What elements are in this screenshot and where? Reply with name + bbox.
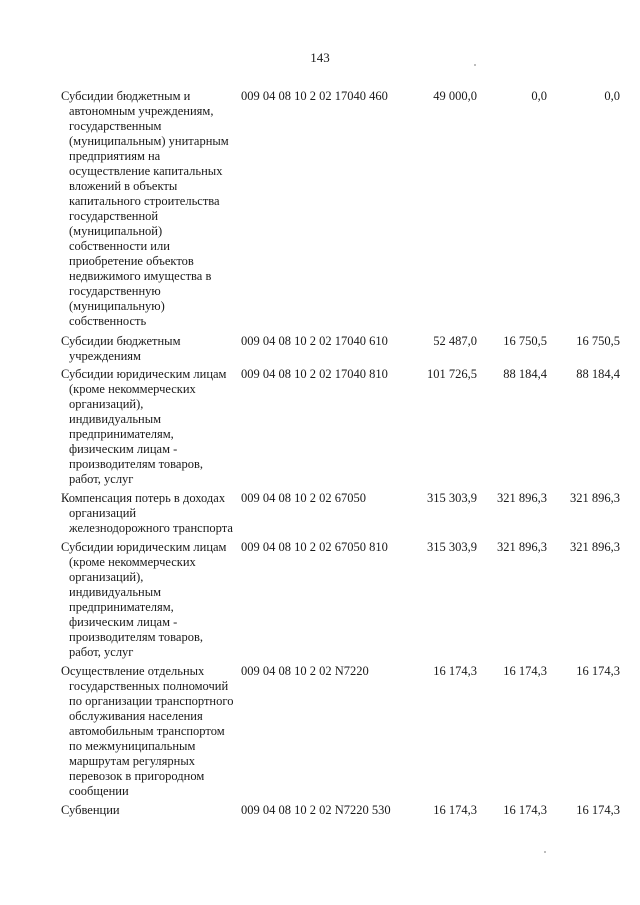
- row-code: 009 04 08 10 2 02 N7220 530: [241, 803, 391, 817]
- row-name-line: собственность: [69, 314, 147, 328]
- row-name-line: Субсидии бюджетным: [61, 334, 181, 348]
- row-amount-v2: 16 174,3: [503, 803, 547, 817]
- row-name-line: индивидуальным: [69, 412, 162, 426]
- row-amount-v3: 16 174,3: [576, 664, 620, 678]
- row-amount-v1: 101 726,5: [427, 367, 477, 381]
- row-name-line: организаций: [69, 506, 137, 520]
- row-code: 009 04 08 10 2 02 67050 810: [241, 540, 388, 554]
- row-name-line: (муниципальным) унитарным: [69, 134, 229, 148]
- row-code: 009 04 08 10 2 02 17040 810: [241, 367, 388, 381]
- row-name-line: Субсидии бюджетным и: [61, 89, 191, 103]
- row-amount-v3: 16 174,3: [576, 803, 620, 817]
- row-name-line: (муниципальной): [69, 224, 163, 238]
- row-name-line: автомобильным транспортом: [69, 724, 225, 738]
- row-amount-v3: 0,0: [604, 89, 620, 103]
- row-amount-v1: 315 303,9: [427, 491, 477, 505]
- row-amount-v1: 16 174,3: [433, 803, 477, 817]
- row-name-line: вложений в объекты: [69, 179, 178, 193]
- row-amount-v2: 16 750,5: [503, 334, 547, 348]
- row-amount-v2: 16 174,3: [503, 664, 547, 678]
- row-name-line: недвижимого имущества в: [69, 269, 212, 283]
- row-name-line: государственным: [69, 119, 162, 133]
- row-amount-v3: 88 184,4: [576, 367, 620, 381]
- row-name-line: автономным учреждениям,: [69, 104, 214, 118]
- row-name-line: обслуживания населения: [69, 709, 203, 723]
- row-name: [61, 803, 239, 818]
- row-name-line: (муниципальную): [69, 299, 165, 313]
- row-name-line: государственной: [69, 209, 159, 223]
- row-name-line: Компенсация потерь в доходах: [61, 491, 226, 505]
- row-name-line: сообщении: [69, 784, 129, 798]
- row-amount-v2: 321 896,3: [497, 491, 547, 505]
- row-name-line: государственную: [69, 284, 161, 298]
- row-amount-v2: 0,0: [531, 89, 547, 103]
- row-name-line: Субвенции: [61, 803, 120, 817]
- row-amount-v1: 52 487,0: [433, 334, 477, 348]
- row-amount-v1: 315 303,9: [427, 540, 477, 554]
- row-name-line: Субсидии юридическим лицам: [61, 540, 227, 554]
- row-name-line: индивидуальным: [69, 585, 162, 599]
- row-amount-v1: 16 174,3: [433, 664, 477, 678]
- row-name-line: Осуществление отдельных: [61, 664, 205, 678]
- row-name-line: (кроме некоммерческих: [69, 382, 196, 396]
- row-name: [61, 367, 239, 487]
- row-name-line: предпринимателям,: [69, 600, 174, 614]
- row-code: 009 04 08 10 2 02 17040 460: [241, 89, 388, 103]
- row-name-line: перевозок в пригородном: [69, 769, 205, 783]
- row-name-line: приобретение объектов: [69, 254, 194, 268]
- row-name-line: организаций),: [69, 570, 144, 584]
- row-name-line: осуществление капитальных: [69, 164, 223, 178]
- row-name-line: по межмуниципальным: [69, 739, 196, 753]
- row-name-line: предпринимателям,: [69, 427, 174, 441]
- row-code: 009 04 08 10 2 02 67050: [241, 491, 366, 505]
- row-name: [61, 334, 239, 364]
- row-name: [61, 540, 239, 660]
- row-name-line: капитального строительства: [69, 194, 220, 208]
- row-name-line: государственных полномочий: [69, 679, 229, 693]
- scan-speck: [544, 851, 546, 853]
- row-amount-v3: 321 896,3: [570, 540, 620, 554]
- row-name-line: работ, услуг: [69, 645, 134, 659]
- row-name-line: производителям товаров,: [69, 457, 203, 471]
- row-name: [61, 491, 239, 536]
- row-name-line: учреждениям: [69, 349, 141, 363]
- row-name: [61, 89, 239, 329]
- row-code: 009 04 08 10 2 02 N7220: [241, 664, 369, 678]
- row-amount-v1: 49 000,0: [433, 89, 477, 103]
- row-name-line: железнодорожного транспорта: [69, 521, 233, 535]
- row-name: [61, 664, 239, 799]
- row-amount-v3: 16 750,5: [576, 334, 620, 348]
- row-name-line: (кроме некоммерческих: [69, 555, 196, 569]
- row-name-line: физическим лицам -: [69, 615, 178, 629]
- row-name-line: предприятиям на: [69, 149, 161, 163]
- row-name-line: физическим лицам -: [69, 442, 178, 456]
- row-name-line: работ, услуг: [69, 472, 134, 486]
- row-amount-v2: 321 896,3: [497, 540, 547, 554]
- row-name-line: производителям товаров,: [69, 630, 203, 644]
- row-name-line: маршрутам регулярных: [69, 754, 195, 768]
- page-number: 143: [310, 50, 330, 65]
- row-amount-v3: 321 896,3: [570, 491, 620, 505]
- row-code: 009 04 08 10 2 02 17040 610: [241, 334, 388, 348]
- row-amount-v2: 88 184,4: [503, 367, 547, 381]
- row-name-line: по организации транспортного: [69, 694, 234, 708]
- row-name-line: организаций),: [69, 397, 144, 411]
- row-name-line: собственности или: [69, 239, 170, 253]
- scan-speck: [474, 64, 476, 66]
- row-name-line: Субсидии юридическим лицам: [61, 367, 227, 381]
